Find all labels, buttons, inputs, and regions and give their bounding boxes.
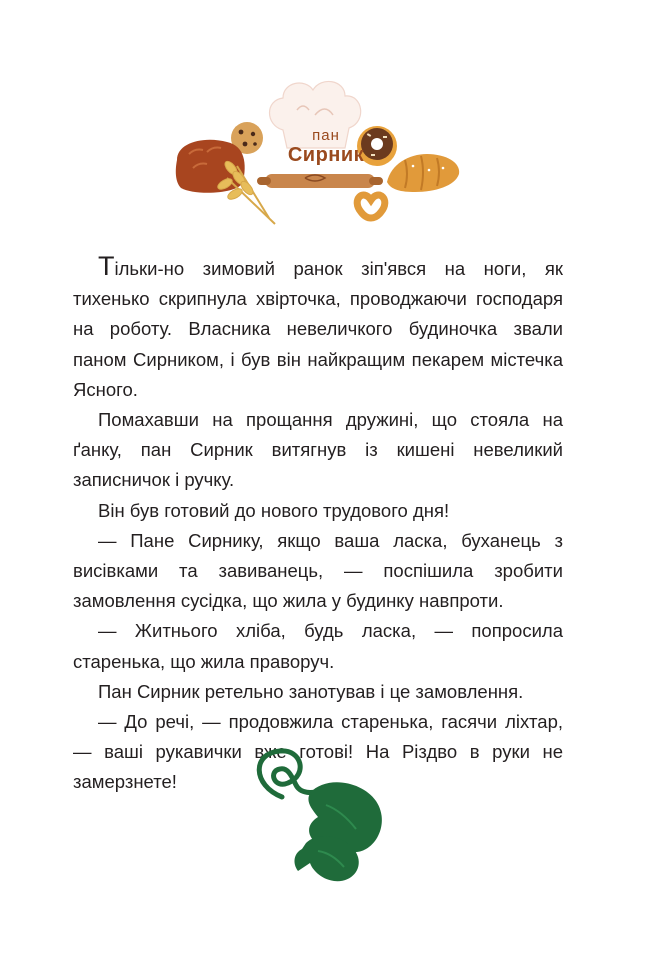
paragraph: — До речі, — продовжила старенька, гасячи ліхтар, — ваші рукавички вже готові! На Різдво в руки не замерзнете!	[73, 711, 563, 793]
paragraph: Він був готовий до нового трудового дня!	[98, 499, 450, 521]
shop-logo	[278, 128, 374, 165]
initial-letter: Т	[98, 251, 115, 281]
paragraph: Помахавши на прощання дружині, що стояла на ґанку, пан Сирник витягнув із кишені невеликий записничок і ручку.	[73, 409, 563, 491]
pretzel-icon	[357, 195, 385, 218]
paragraph: Пан Сирник ретельно занотував і це замовлення.	[98, 680, 524, 702]
mittens-illustration	[222, 745, 422, 885]
paragraph: — Житнього хліба, будь ласка, — попросила старенька, що жила праворуч.	[73, 620, 563, 672]
paragraph: — Пане Сирнику, якщо ваша ласка, буханець з висівками та завиванець, — поспішила зробити замовлення сусідка, що жила у будинку навпроти.	[73, 529, 563, 612]
logo-line-2: Сирник	[287, 144, 365, 166]
story-text	[73, 253, 563, 798]
rolling-pin-icon	[257, 174, 383, 188]
croissant-icon	[387, 154, 459, 192]
paragraph: Тільки-но зимовий ранок зіп'явся на ноги, як тихенько скрипнула хвірточка, проводжаючи господаря на роботу. Власника невеличкого будиночка звали паном Сирником, і був він найкращим пекарем містечка Ясного.	[73, 251, 563, 400]
logo-line-1: пан	[312, 127, 340, 144]
